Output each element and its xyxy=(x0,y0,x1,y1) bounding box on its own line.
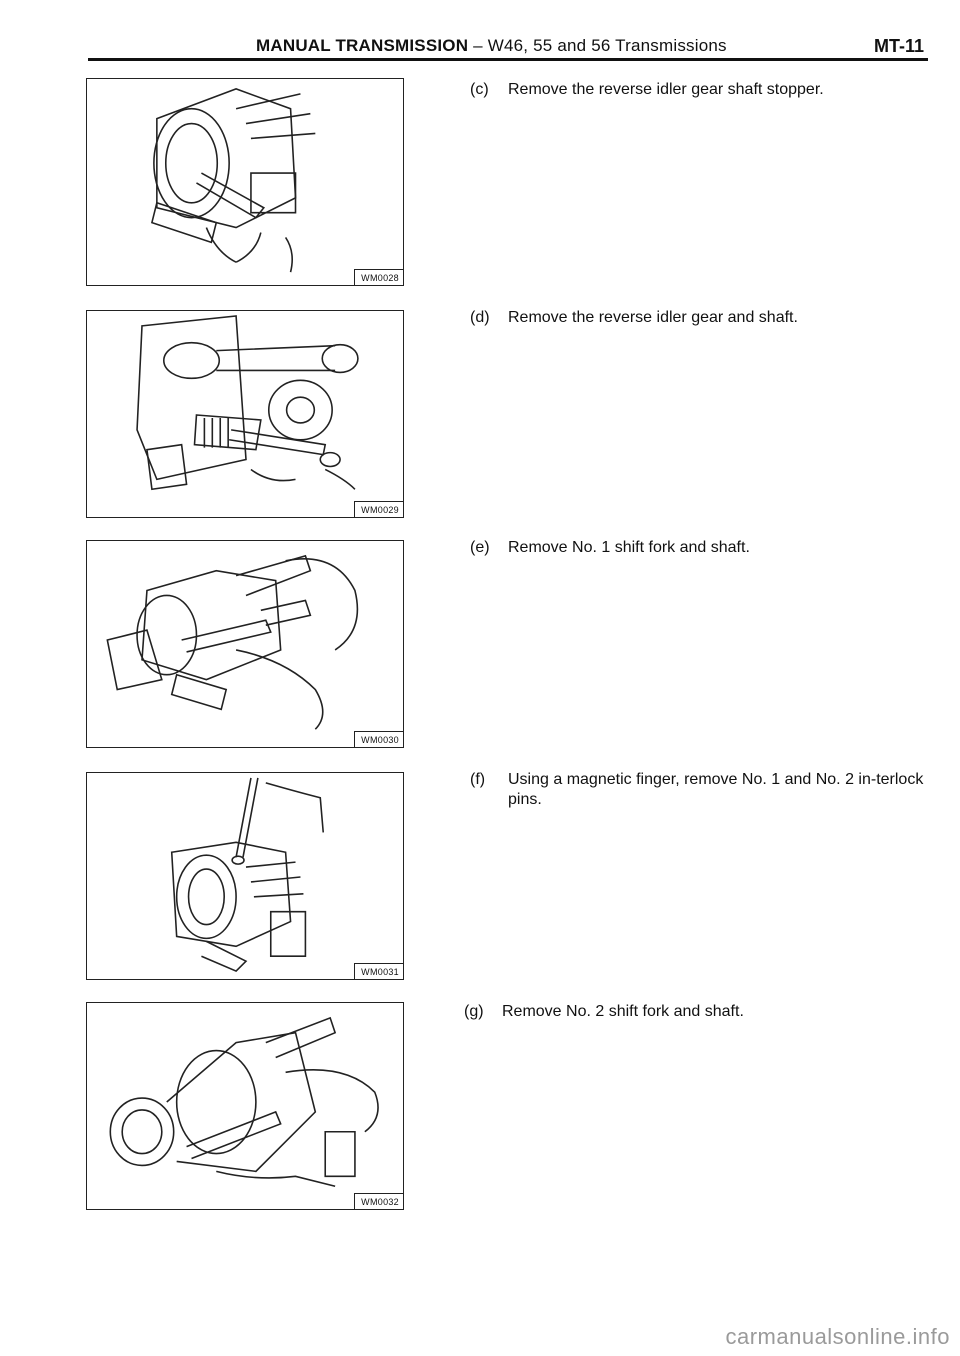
step-text: Remove the reverse idler gear shaft stopper. xyxy=(508,81,824,98)
step-letter: (g) xyxy=(464,1003,484,1020)
watermark-text: carmanualsonline.info xyxy=(725,1324,950,1349)
title-rest: – W46, 55 and 56 Transmissions xyxy=(468,36,727,55)
figure-wm0029 xyxy=(86,310,404,518)
page-title xyxy=(256,36,727,56)
figure-code: WM0029 xyxy=(354,501,403,517)
step-letter: (e) xyxy=(470,539,490,556)
figure-wm0031 xyxy=(86,772,404,980)
figure-code: WM0028 xyxy=(354,269,403,285)
figure-code: WM0032 xyxy=(354,1193,403,1209)
header-rule xyxy=(88,58,928,61)
step-letter: (d) xyxy=(470,309,490,326)
step-text: Remove the reverse idler gear and shaft. xyxy=(508,309,798,326)
illustration-stopper-removal xyxy=(87,79,403,285)
step-letter: (c) xyxy=(470,81,489,98)
figure-wm0028 xyxy=(86,78,404,286)
illustration-magnetic-finger xyxy=(87,773,403,979)
step-text: Remove No. 1 shift fork and shaft. xyxy=(508,539,750,556)
step-letter: (f) xyxy=(470,771,486,788)
figure-code: WM0030 xyxy=(354,731,403,747)
figure-wm0030 xyxy=(86,540,404,748)
figure-code: WM0031 xyxy=(354,963,403,979)
page-header xyxy=(88,30,928,60)
step-text: Remove No. 2 shift fork and shaft. xyxy=(502,1003,744,1020)
figure-wm0032 xyxy=(86,1002,404,1210)
page-number: MT-11 xyxy=(873,36,924,56)
illustration-no1-shift-fork xyxy=(87,541,403,747)
title-main: MANUAL TRANSMISSION xyxy=(256,36,469,55)
illustration-no2-shift-fork xyxy=(87,1003,403,1209)
illustration-reverse-idler-gear xyxy=(87,311,403,517)
step-text: Using a magnetic finger, remove No. 1 and No. 2 in-terlock pins. xyxy=(508,771,924,808)
